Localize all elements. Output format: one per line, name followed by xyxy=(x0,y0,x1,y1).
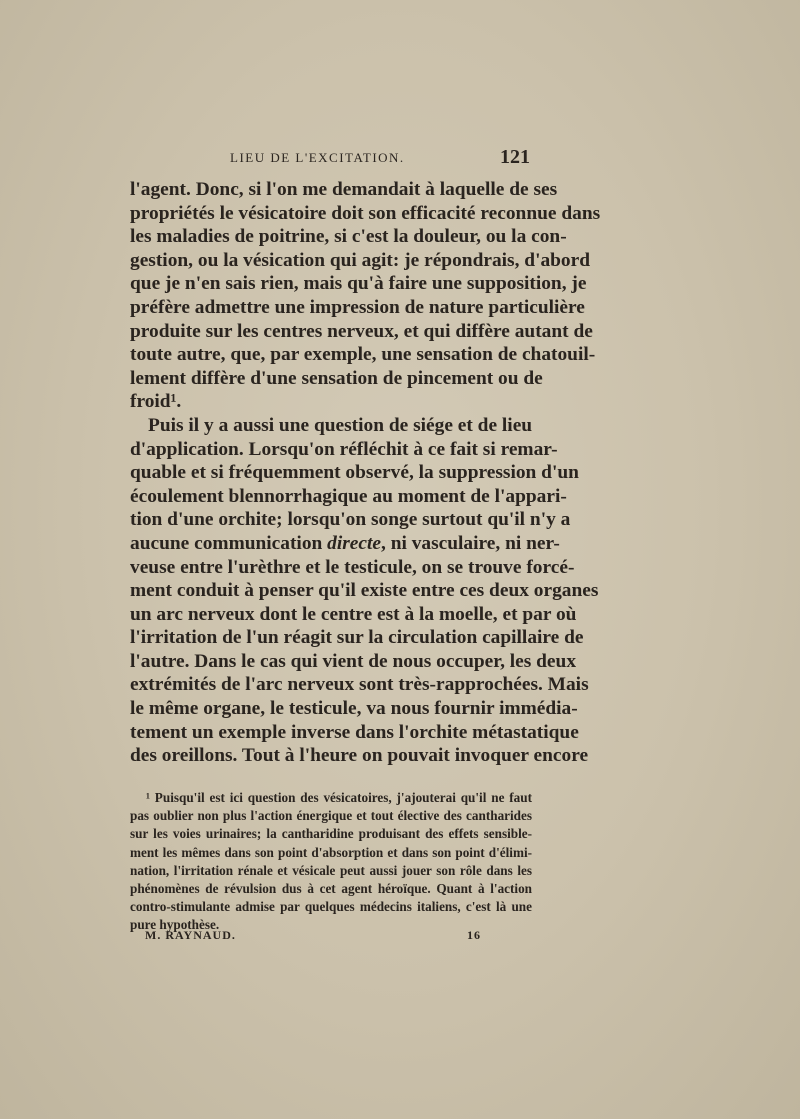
text-line: ment conduit à penser qu'il existe entre ces deux organes xyxy=(130,580,599,602)
footnote-line: ¹ Puisqu'il est ici question des vésicatoires, j'ajouterai qu'il ne faut xyxy=(146,790,532,805)
text-line: propriétés le vésicatoire doit son efficacité reconnue dans xyxy=(130,202,601,224)
text-line: des oreillons. Tout à l'heure on pouvait invoquer encore xyxy=(130,745,589,767)
running-title: LIEU DE L'EXCITATION. xyxy=(230,150,405,165)
italic-word: directe xyxy=(327,532,381,554)
signature-sheet-number: 16 xyxy=(467,928,481,942)
footnote-line: ment les mêmes dans son point d'absorption et dans son point d'élimi- xyxy=(130,844,532,860)
text-line: l'agent. Donc, si l'on me demandait à laquelle de ses xyxy=(130,179,558,200)
text-line: d'application. Lorsqu'on réfléchit à ce fait si remar- xyxy=(130,438,558,460)
footnote xyxy=(130,789,532,935)
text-line: l'autre. Dans le cas qui vient de nous occuper, les deux xyxy=(130,650,577,672)
text-line: toute autre, que, par exemple, une sensation de chatouil- xyxy=(130,344,596,366)
text-line: froid¹. xyxy=(130,391,182,413)
text-line: un arc nerveux dont le centre est à la moelle, et par où xyxy=(130,603,577,625)
text-line: produite sur les centres nerveux, et qui diffère autant de xyxy=(130,320,593,342)
footnote-line: phénomènes de révulsion dus à cet agent héroïque. Quant à l'action xyxy=(130,880,532,896)
text-line: l'irritation de l'un réagit sur la circulation capillaire de xyxy=(130,627,584,649)
text-line: quable et si fréquemment observé, la suppression d'un xyxy=(130,462,579,484)
page-header xyxy=(130,146,530,170)
text-line: extrémités de l'arc nerveux sont très-rapprochées. Mais xyxy=(130,674,589,696)
text-line: que je n'en sais rien, mais qu'à faire une supposition, je xyxy=(130,273,587,295)
footnote-line: sur les voies urinaires; la cantharidine produisant des effets sensible- xyxy=(130,826,532,842)
text-line: gestion, ou la vésication qui agit: je répondrais, d'abord xyxy=(130,249,591,271)
page-number: 121 xyxy=(500,146,530,168)
footnote-line: nation, l'irritation rénale et vésicale peut aussi jouer son rôle dans les xyxy=(130,862,532,878)
text-line: les maladies de poitrine, si c'est la douleur, ou la con- xyxy=(130,226,567,248)
text-line: tement un exemple inverse dans l'orchite métastatique xyxy=(130,721,579,743)
text-line: le même organe, le testicule, va nous fournir immédia- xyxy=(130,698,578,720)
text-line: aucune communication directe, ni vasculaire, ni ner- xyxy=(130,532,560,554)
footnote-line: contro-stimulante admise par quelques médecins italiens, c'est là une xyxy=(130,899,532,915)
main-text xyxy=(130,178,601,768)
footnote-line: pure hypothèse. xyxy=(130,917,220,933)
signature-author: M. RAYNAUD. xyxy=(145,928,236,942)
text-line: lement diffère d'une sensation de pincement ou de xyxy=(130,367,543,389)
text-line: écoulement blennorrhagique au moment de l'appari- xyxy=(130,485,567,507)
text-line: tion d'une orchite; lorsqu'on songe surtout qu'il n'y a xyxy=(130,509,571,531)
text-line: veuse entre l'urèthre et le testicule, on se trouve forcé- xyxy=(130,556,575,578)
text-line: préfère admettre une impression de nature particulière xyxy=(130,296,585,318)
footnote-line: pas oublier non plus l'action énergique et tout élective des cantharides xyxy=(130,808,532,824)
text-line: Puis il y a aussi une question de siége et de lieu xyxy=(148,414,533,436)
